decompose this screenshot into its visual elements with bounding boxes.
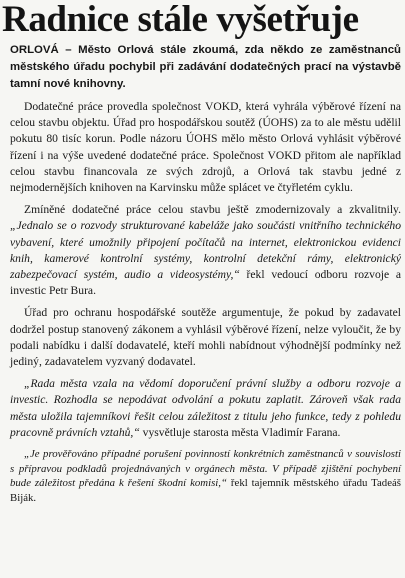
paragraph-5-attribution: řekl tajemník městského úřadu Tadeáš Biják. xyxy=(10,477,401,504)
quote-bijak: „Je prověřováno případné porušení povinností konkrétních zaměstnanců v souvislosti s přípravou podkladů projednávaných v orgánech města. V případě zjištění pochybení bude záležitost předána k řešení škodní komisi,“ xyxy=(10,448,401,490)
paragraph-2 xyxy=(10,202,401,299)
dateline-place: ORLOVÁ xyxy=(10,44,59,56)
article-lead xyxy=(10,42,401,93)
paragraph-1: Dodatečné práce provedla společnost VOKD, která vyhrála výběrové řízení na celou stavbu objektu. Úřad pro hospodářskou soutěž (ÚOHS) za to ale městu udělil pokutu 80 tisíc korun. Podle názoru ÚOHS mělo město Orlová vyhlásit výběrové řízení i na výše uvedené dodatečné práce. Společnost VOKD přitom ale například celou stavbu financovala ze svých zdrojů, a Orlová tak stavbu jedné z nejmodernějších knihoven na Karvinsku může splácet ve čtyřletém cyklu. xyxy=(10,100,401,195)
paragraph-3: Úřad pro ochranu hospodářské soutěže argumentuje, že pokud by zadavatel dodržel postup stanovený zákonem a vyhlásil výběrové řízení, nelze vyloučit, že by podali nabídku i další dodavatelé, kteří mohli nabídnout výhodnější podmínky než jediný, zadavatelem vyzvaný dodavatel. xyxy=(10,306,401,369)
article-body xyxy=(10,42,401,505)
paragraph-2-lead: Zmíněné dodatečné práce celou stavbu ještě zmodernizovaly a zkvalitnily. xyxy=(24,203,401,217)
quote-bura: „Jednalo se o rozvody strukturované kabeláže jako součásti vnitřního technického vybavení, které umožnily připojení počítačů na internet, elektronickou evidenci knih, kamerové kontrolní systémy, kontrolní detekční rámy, elektronický zabezpečovací systém, audio a videosystémy,“ xyxy=(10,219,401,282)
paragraph-2-attribution: řekl vedoucí odboru rozvoje a investic Petr Bura. xyxy=(10,268,401,298)
lead-text: – Město Orlová stále zkoumá, zda někdo ze zaměstnanců městského úřadu pochybil při zadávání dodatečných prací na výstavbě tamní nové knihovny. xyxy=(10,44,401,90)
quote-farana: „Rada města vzala na vědomí doporučení právní služby a odboru rozvoje a investic. Rozhodla se nepodávat odvolání a pokutu zaplatit. Zároveň však rada města uložila tajemníkovi řešit celou záležitost z titulu jeho funkce, tedy z pohledu pracovně právních vztahů,“ xyxy=(10,377,401,439)
paragraph-4-attribution: vysvětluje starosta města Vladimír Farana. xyxy=(139,425,341,439)
article-headline: Radnice stále vyšetřuje xyxy=(2,0,359,40)
paragraph-4 xyxy=(10,376,401,441)
paragraph-5 xyxy=(10,447,401,505)
